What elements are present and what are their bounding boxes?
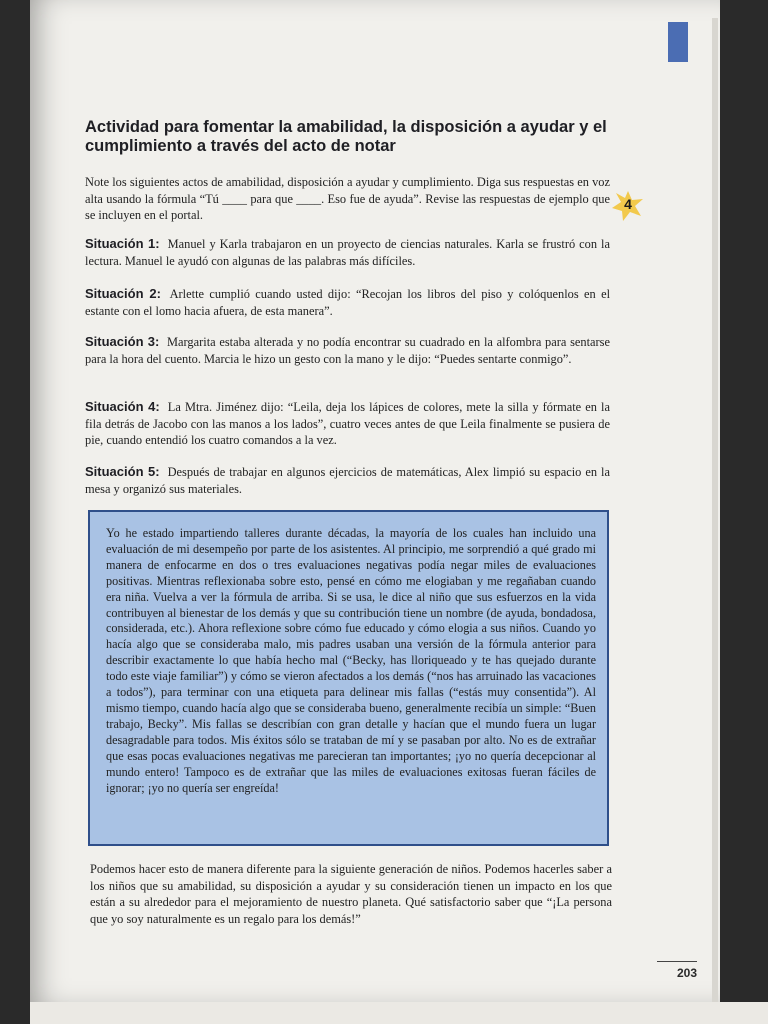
situation-text: Margarita estaba alterada y no podía encontrar su cuadrado en la alfombra para sentarse para la hora del cuento. Marcia le hizo un gesto con la mano y le dijo: “Puedes sentarte conmigo”.: [85, 335, 610, 366]
activity-heading: Actividad para fomentar la amabilidad, la disposición a ayudar y el cumplimiento a través del acto de notar: [85, 118, 607, 155]
section-tab-marker: [668, 22, 688, 62]
reflection-text: Yo he estado impartiendo talleres durante décadas, la mayoría de los cuales han incluido una evaluación de mi desempeño por parte de los asistentes. Al principio, me sorprendió a qué grado mi manera de enfocarme en dos o tres evaluaciones negativas podía negar miles de evaluaciones positivas. Mientras reflexionaba sobre esto, pensé en cómo me elogiaban y me regañaban cuando era niña. Vuelva a ver la fórmula de arriba. Si se usa, le dice al niño que sus esfuerzos en la vida contribuyen al bienestar de los demás y que su contribución tiene un nombre (de ayuda, bondadosa, considerada, etc.). Ahora reflexione sobre cómo fue educado y cómo elogia a sus niños. Cuando yo hacía algo que se consideraba malo, mis padres usaban una versión de la fórmula anterior para describir exactamente lo que había hecho mal (“Becky, has lloriqueado y te has quejado durante todo este viaje familiar”) y cómo se vieron afectados a los demás (“nos has arruinado las vacaciones a todos”), para terminar con una etiqueta para delinear mis fallas (“estás muy consentida”). Al mismo tiempo, cuando hacía algo que se consideraba bueno, generalmente recibía un simple: “Buen trabajo, Becky”. Mis fallas se describían con gran detalle y hacían que el mundo fuera un lugar desagradable para todos. Mis éxitos sólo se trataban de mí y se pasaban por alto. No es de extrañar que esas pocas evaluaciones negativas me parecieran tan importantes; ¡yo no quería decepcionar al mundo entero! Tampoco es de extrañar que las miles de evaluaciones exitosas fueran fáciles de ignorar; ¡yo no quería ser engreída!: [106, 526, 596, 795]
page-number: 203: [676, 966, 697, 980]
situation-label: Situación 4:: [85, 399, 160, 414]
closing-paragraph: Podemos hacer esto de manera diferente para la siguiente generación de niños. Podemos hacerles saber a los niños que su amabilidad, su disposición a ayudar y su consideración tienen un impacto en los que están a su alrededor para el mejoramiento de nuestro planeta. Qué satisfactorio saber que “¡La persona que yo soy naturalmente es un regalo para los demás!”: [90, 862, 612, 926]
situation-text: Después de trabajar en algunos ejercicios de matemáticas, Alex limpió su espacio en la mesa y organizó sus materiales.: [85, 465, 610, 496]
situation-text: Manuel y Karla trabajaron en un proyecto de ciencias naturales. Karla se frustró con la lectura. Manuel le ayudó con algunas de las palabras más difíciles.: [85, 237, 610, 268]
chapter-badge: [610, 190, 646, 222]
author-reflection-box: [88, 510, 609, 846]
situation-text: Arlette cumplió cuando usted dijo: “Recojan los libros del piso y colóquenlos en el estante con el lomo hacia afuera, de esta manera”.: [85, 287, 611, 318]
situation-label: Situación 2:: [85, 286, 161, 301]
page-bottom-edge: [30, 1002, 768, 1024]
situation-3: [85, 334, 610, 367]
situation-5: [85, 464, 610, 497]
situation-label: Situación 1:: [85, 236, 160, 251]
situation-2: [85, 286, 610, 319]
chapter-number: 4: [624, 196, 632, 212]
situation-label: Situación 5:: [85, 464, 160, 479]
page-edge: [712, 18, 718, 1002]
situation-text: La Mtra. Jiménez dijo: “Leila, deja los lápices de colores, mete la silla y fórmate en la fila detrás de Jacobo con las manos a los lados”, cuatro veces antes de que Leila finalmente se pusiera de pie, cuando entendió los cuatro comandos a la vez.: [85, 400, 610, 447]
page-number-rule: [657, 961, 697, 962]
intro-paragraph: Note los siguientes actos de amabilidad, disposición a ayudar y cumplimiento. Diga sus respuestas en voz alta usando la fórmula “Tú ____ para que ____. Eso fue de ayuda”. Revise las respuestas de ejemplo que se incluyen en el portal.: [85, 175, 610, 222]
situation-1: [85, 236, 610, 269]
situation-label: Situación 3:: [85, 334, 160, 349]
situation-4: [85, 399, 610, 449]
